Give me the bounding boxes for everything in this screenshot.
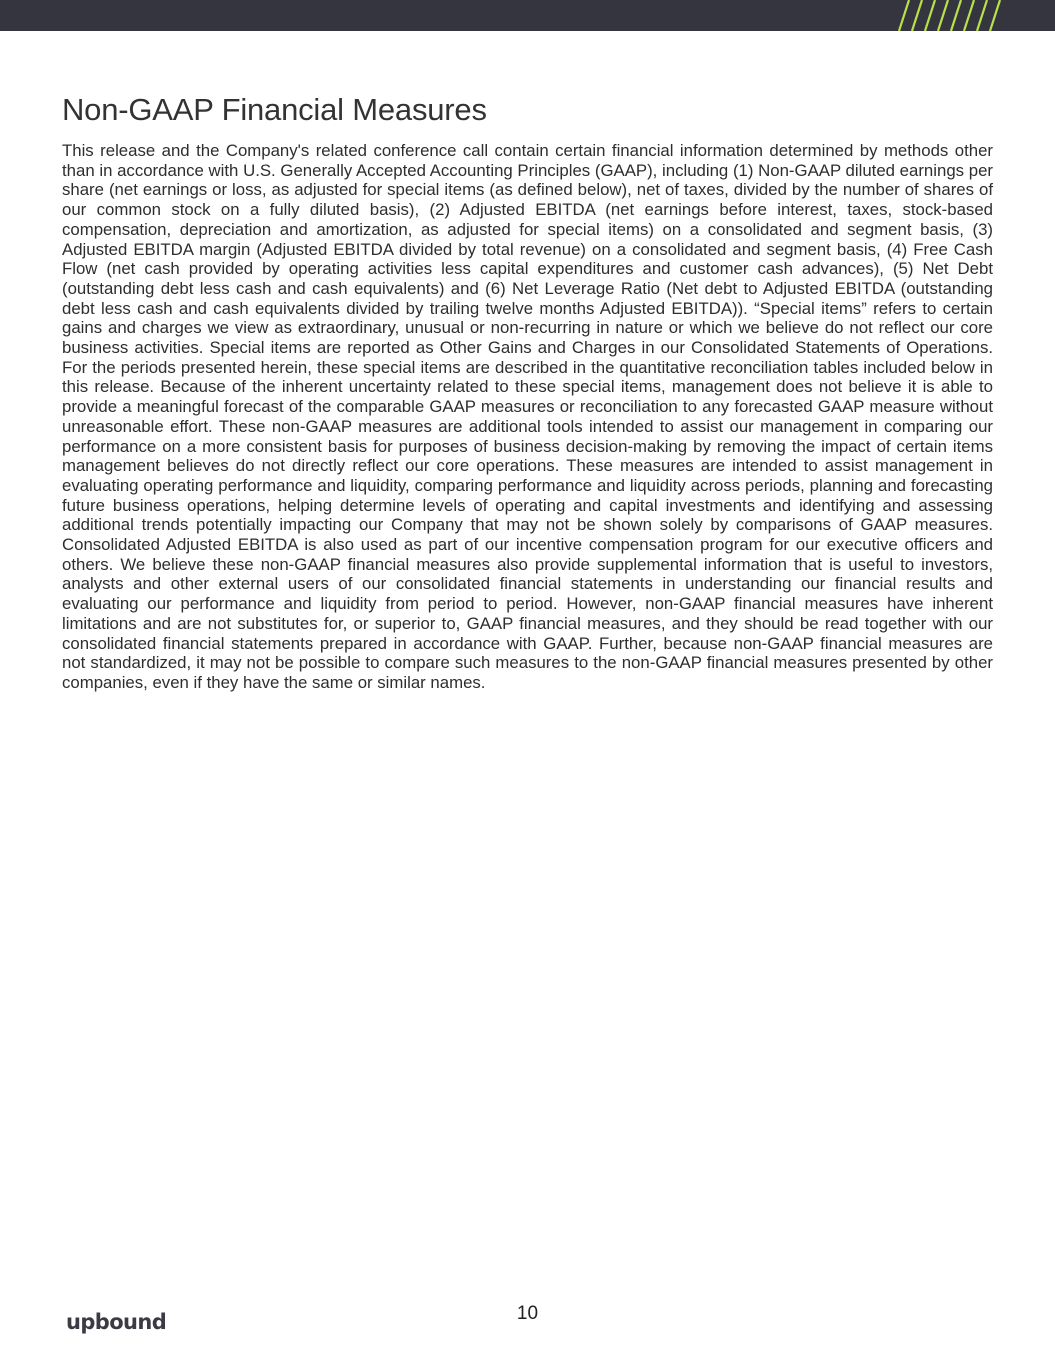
- accent-stripe: [925, 0, 935, 31]
- header-bar: [0, 0, 1055, 31]
- page-title: Non-GAAP Financial Measures: [62, 92, 487, 127]
- accent-stripes-icon: [895, 0, 1007, 31]
- accent-stripe: [938, 0, 948, 31]
- accent-stripe: [912, 0, 922, 31]
- accent-stripe: [964, 0, 974, 31]
- accent-stripe: [977, 0, 987, 31]
- upbound-logo: upbound: [66, 1310, 167, 1334]
- accent-stripe: [951, 0, 961, 31]
- accent-stripe: [899, 0, 909, 31]
- body-paragraph: This release and the Company's related conference call contain certain financial information determined by methods other than in accordance with U.S. Generally Accepted Accounting Principles (GAAP), including (1) Non-GAAP diluted earnings per share (net earnings or loss, as adjusted for special items (as defined below), net of taxes, divided by the number of shares of our common stock on a fully diluted basis), (2) Adjusted EBITDA (net earnings before interest, taxes, stock-based compensation, depreciation and amortization, as adjusted for special items) on a consolidated and segment basis, (3) Adjusted EBITDA margin (Adjusted EBITDA divided by total revenue) on a consolidated and segment basis, (4) Free Cash Flow (net cash provided by operating activities less capital expenditures and customer cash advances), (5) Net Debt (outstanding debt less cash and cash equivalents) and (6) Net Leverage Ratio (Net debt to Adjusted EBITDA (outstanding debt less cash and cash equivalents divided by trailing twelve months Adjusted EBITDA)). “Special items” refers to certain gains and charges we view as extraordinary, unusual or non-recurring in nature or which we believe do not reflect our core business activities. Special items are reported as Other Gains and Charges in our Consolidated Statements of Operations. For the periods presented herein, these special items are described in the quantitative reconciliation tables included below in this release. Because of the inherent uncertainty related to these special items, management does not believe it is able to provide a meaningful forecast of the comparable GAAP measures or reconciliation to any forecasted GAAP measure without unreasonable effort. These non-GAAP measures are additional tools intended to assist our management in comparing our performance on a more consistent basis for purposes of business decision-making by removing the impact of certain items management believes do not directly reflect our core operations. These measures are intended to assist management in evaluating operating performance and liquidity, comparing performance and liquidity across periods, planning and forecasting future business operations, helping determine levels of operating and capital investments and identifying and assessing additional trends potentially impacting our Company that may not be shown solely by comparisons of GAAP measures. Consolidated Adjusted EBITDA is also used as part of our incentive compensation program for our executive officers and others. We believe these non-GAAP financial measures also provide supplemental information that is useful to investors, analysts and other external users of our consolidated financial statements in understanding our financial results and evaluating our performance and liquidity from period to period. However, non-GAAP financial measures have inherent limitations and are not substitutes for, or superior to, GAAP financial measures, and they should be read together with our consolidated financial statements prepared in accordance with GAAP. Further, because non-GAAP financial measures are not standardized, it may not be possible to compare such measures to the non-GAAP financial measures presented by other companies, even if they have the same or similar names.: [62, 141, 993, 692]
- accent-stripe: [990, 0, 1000, 31]
- page-number: 10: [516, 1303, 539, 1324]
